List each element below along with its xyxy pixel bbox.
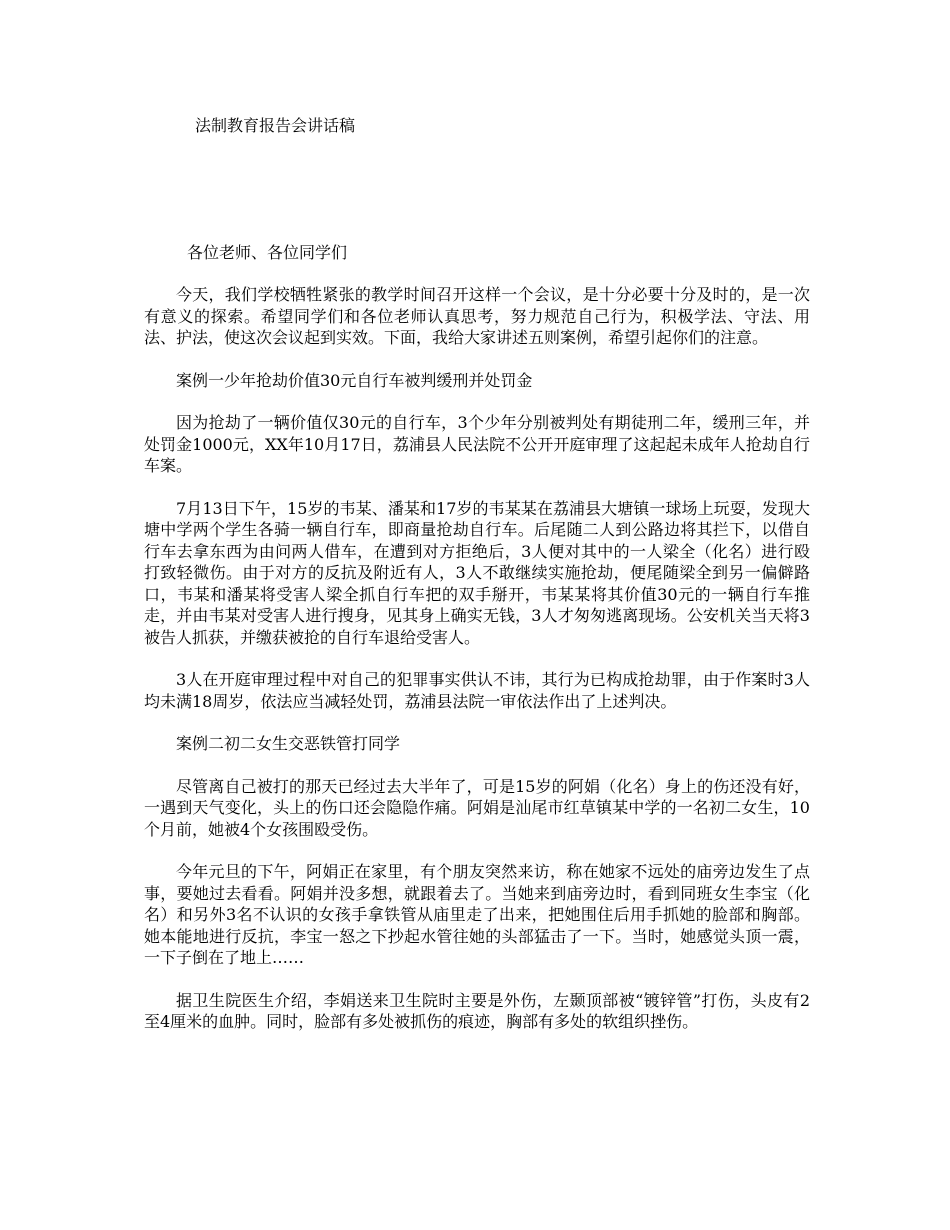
paragraph: 因为抢劫了一辆价值仅30元的自行车，3个少年分别被判处有期徒刑二年，缓刑三年，并处罚金1000元，XX年10月17日，荔浦县人民法院不公开开庭审理了这起起未成年人抢劫自行车案。 [144, 413, 810, 475]
paragraph: 7月13日下午，15岁的韦某、潘某和17岁的韦某某在荔浦县大塘镇一球场上玩耍，发现大塘中学两个学生各骑一辆自行车，即商量抢劫自行车。后尾随二人到公路边将其拦下，以借自行车去拿东西为由问两人借车，在遭到对方拒绝后，3人便对其中的一人梁全（化名）进行殴打致轻微伤。由于对方的反抗及附近有人，3人不敢继续实施抢劫，便尾随梁全到另一偏僻路口，韦某和潘某将受害人梁全抓自行车把的双手掰开，韦某某将其价值30元的一辆自行车推走，并由韦某对受害人进行搜身，见其身上确实无钱，3人才匆匆逃离现场。公安机关当天将3被告人抓获，并缴获被抢的自行车退给受害人。 [144, 498, 810, 647]
paragraph: 尽管离自己被打的那天已经过去大半年了，可是15岁的阿娟（化名）身上的伤还没有好，一遇到天气变化，头上的伤口还会隐隐作痛。阿娟是汕尾市红草镇某中学的一名初二女生，10个月前，她被4个女孩围殴受伤。 [144, 776, 810, 839]
salutation: 各位老师、各位同学们 [187, 243, 348, 262]
paragraph: 据卫生院医生介绍，李娟送来卫生院时主要是外伤，左颞顶部被“镀锌管”打伤，头皮有2至4厘米的血肿。同时，脸部有多处被抓伤的痕迹，胸部有多处的软组织挫伤。 [144, 990, 810, 1031]
case-heading-1: 案例一少年抢劫价值30元自行车被判缓刑并处罚金 [176, 370, 533, 390]
paragraph-intro: 今天，我们学校牺牲紧张的教学时间召开这样一个会议，是十分必要十分及时的，是一次有意义的探索。希望同学们和各位老师认真思考，努力规范自己行为，积极学法、守法、用法、护法，使这次会议起到实效。下面，我给大家讲述五则案例，希望引起你们的注意。 [144, 285, 810, 347]
paragraph: 今年元旦的下午，阿娟正在家里，有个朋友突然来访，称在她家不远处的庙旁边发生了点事，要她过去看看。阿娟并没多想，就跟着去了。当她来到庙旁边时，看到同班女生李宝（化名）和另外3名不认识的女孩手拿铁管从庙里走了出来，把她围住后用手抓她的脸部和胸部。她本能地进行反抗，李宝一怒之下抄起水管往她的头部猛击了一下。当时，她感觉头顶一震，一下子倒在了地上…… [144, 862, 810, 967]
document-body [144, 284, 810, 1054]
document-title: 法制教育报告会讲话稿 [195, 116, 356, 135]
case-heading-2: 案例二初二女生交恶铁管打同学 [176, 734, 401, 753]
paragraph: 3人在开庭审理过程中对自己的犯罪事实供认不讳，其行为已构成抢劫罪，由于作案时3人均未满18周岁，依法应当减轻处罚，荔浦县法院一审依法作出了上述判决。 [144, 670, 810, 711]
